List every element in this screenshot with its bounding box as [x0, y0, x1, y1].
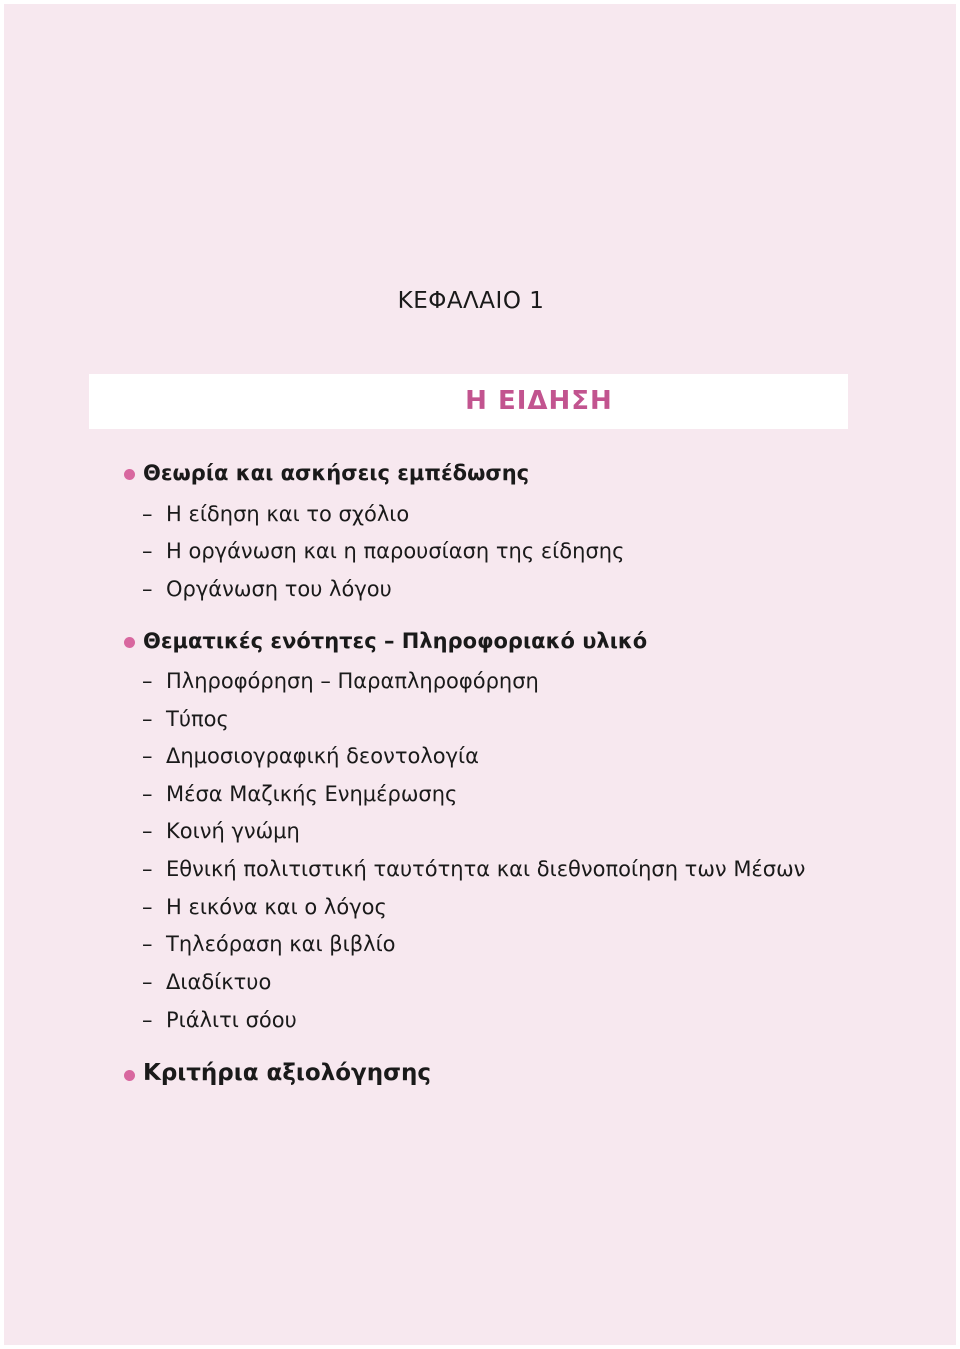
- page: [4, 4, 956, 1345]
- list-item: – Η είδηση και το σχόλιο: [142, 502, 410, 526]
- list-item: – Η οργάνωση και η παρουσίαση της είδησης: [142, 539, 625, 563]
- chapter-label: ΚΕΦΑΛΑΙΟ 1: [397, 288, 545, 314]
- list-item: – Μέσα Μαζικής Ενημέρωσης: [142, 782, 458, 806]
- dash: –: [142, 895, 153, 919]
- dash: –: [142, 744, 153, 768]
- list-item: – Εθνική πολιτιστική ταυτότητα και διεθνοποίηση των Μέσων: [142, 857, 806, 881]
- dash: –: [142, 669, 153, 693]
- dash: –: [142, 577, 153, 601]
- bullet-icon: [124, 1070, 135, 1081]
- dash: –: [142, 782, 153, 806]
- list-item: – Πληροφόρηση – Παραπληροφόρηση: [142, 669, 539, 693]
- list-item: – Τηλεόραση και βιβλίο: [142, 932, 396, 956]
- dash: –: [142, 707, 153, 731]
- section-heading-themes: Θεματικές ενότητες – Πληροφοριακό υλικό: [143, 629, 648, 653]
- title-band: [89, 374, 848, 429]
- bullet-icon: [124, 637, 135, 648]
- list-item: – Διαδίκτυο: [142, 970, 272, 994]
- list-item: – Οργάνωση του λόγου: [142, 577, 392, 601]
- dash: –: [142, 819, 153, 843]
- section-heading-theory: Θεωρία και ασκήσεις εμπέδωσης: [143, 461, 530, 485]
- list-item: – Τύπος: [142, 707, 229, 731]
- dash: –: [142, 970, 153, 994]
- bullet-icon: [124, 469, 135, 480]
- chapter-title: Η ΕΙΔΗΣΗ: [465, 386, 613, 416]
- dash: –: [142, 857, 153, 881]
- list-item: – Δημοσιογραφική δεοντολογία: [142, 744, 479, 768]
- list-item: – Η εικόνα και ο λόγος: [142, 895, 387, 919]
- dash: –: [142, 1008, 153, 1032]
- dash: –: [142, 932, 153, 956]
- list-item: – Κοινή γνώμη: [142, 819, 300, 843]
- dash: –: [142, 539, 153, 563]
- list-item: – Ριάλιτι σόου: [142, 1008, 297, 1032]
- section-heading-assessment: Κριτήρια αξιολόγησης: [143, 1060, 432, 1086]
- dash: –: [142, 502, 153, 526]
